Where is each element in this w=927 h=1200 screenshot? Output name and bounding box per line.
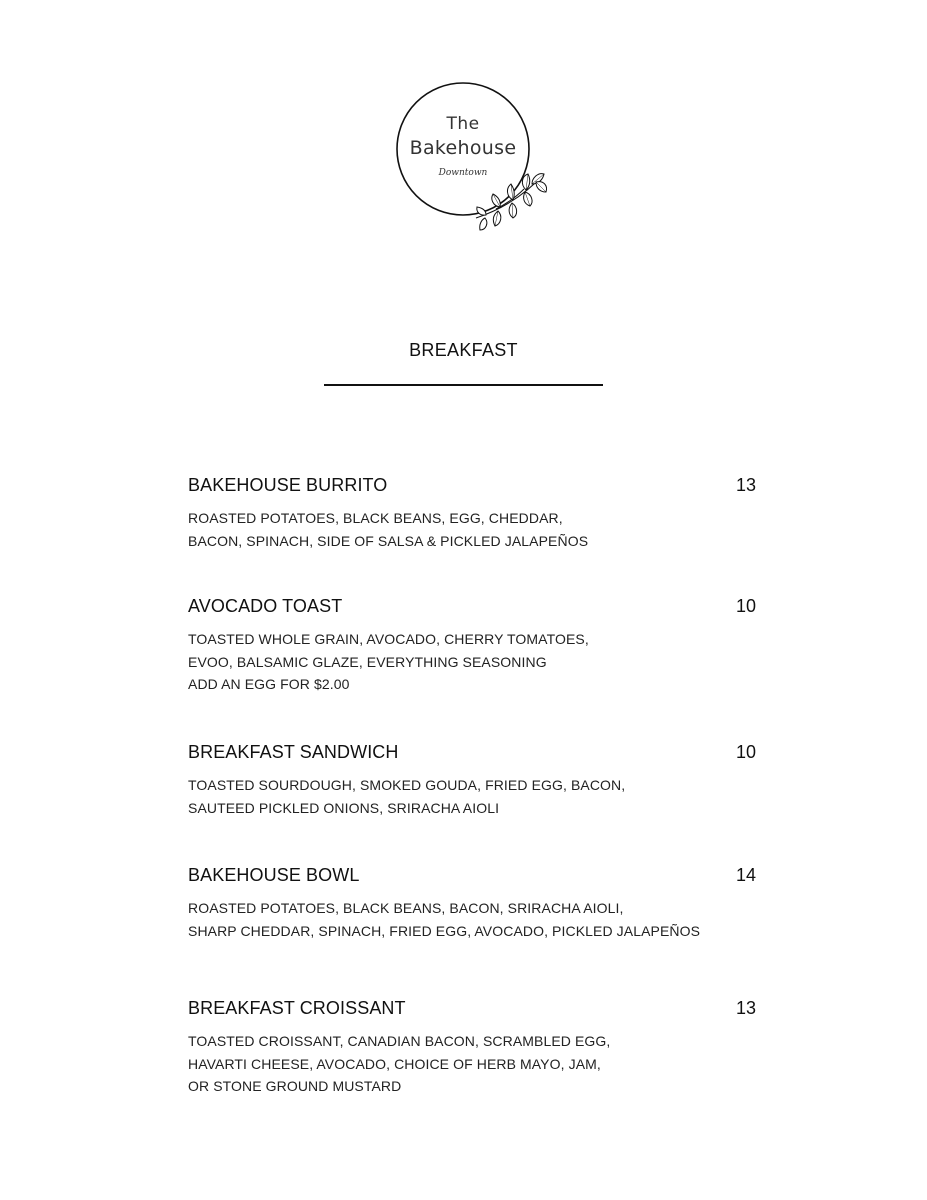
logo-the-text: The xyxy=(446,114,480,134)
menu-item-description xyxy=(188,628,758,696)
description-line: ROASTED POTATOES, BLACK BEANS, BACON, SRIRACHA AIOLI, xyxy=(188,900,624,916)
menu-item-price: 13 xyxy=(735,475,756,495)
bakehouse-logo xyxy=(392,78,552,238)
menu-item xyxy=(188,741,758,819)
menu-item-name: BREAKFAST SANDWICH xyxy=(188,742,399,762)
menu-item xyxy=(188,595,758,696)
description-line: ADD AN EGG FOR $2.00 xyxy=(188,676,350,692)
menu-item xyxy=(188,864,758,942)
section-divider xyxy=(324,384,603,386)
menu-item-description xyxy=(188,897,758,942)
description-line: TOASTED CROISSANT, CANADIAN BACON, SCRAMBLED EGG, xyxy=(188,1033,611,1049)
menu-item-price: 10 xyxy=(735,742,756,762)
description-line: HAVARTI CHEESE, AVOCADO, CHOICE OF HERB MAYO, JAM, xyxy=(188,1055,601,1072)
menu-item-name: BREAKFAST CROISSANT xyxy=(188,998,406,1018)
menu-item-price: 14 xyxy=(735,865,756,885)
logo-downtown-text: Downtown xyxy=(438,168,488,178)
description-line: BACON, SPINACH, SIDE OF SALSA & PICKLED JALAPEÑOS xyxy=(188,532,589,549)
menu-item-description xyxy=(188,507,758,552)
menu-item-name: AVOCADO TOAST xyxy=(188,596,343,616)
logo-bakehouse-text: Bakehouse xyxy=(409,137,517,159)
menu-item-price: 10 xyxy=(735,596,756,616)
description-line: SAUTEED PICKLED ONIONS, SRIRACHA AIOLI xyxy=(188,799,500,816)
description-line: EVOO, BALSAMIC GLAZE, EVERYTHING SEASONING xyxy=(188,653,547,670)
menu-item-name: BAKEHOUSE BOWL xyxy=(188,865,360,885)
menu-item-name: BAKEHOUSE BURRITO xyxy=(188,475,388,495)
description-line: ROASTED POTATOES, BLACK BEANS, EGG, CHEDDAR, xyxy=(188,510,563,526)
description-line: SHARP CHEDDAR, SPINACH, FRIED EGG, AVOCADO, PICKLED JALAPEÑOS xyxy=(188,922,701,939)
description-line: TOASTED WHOLE GRAIN, AVOCADO, CHERRY TOMATOES, xyxy=(188,631,589,647)
menu-item-description xyxy=(188,774,758,819)
menu-item-description xyxy=(188,1030,758,1098)
menu-item-price: 13 xyxy=(735,998,756,1018)
description-line: OR STONE GROUND MUSTARD xyxy=(188,1078,402,1094)
menu-item xyxy=(188,474,758,552)
menu-item xyxy=(188,997,758,1098)
description-line: TOASTED SOURDOUGH, SMOKED GOUDA, FRIED EGG, BACON, xyxy=(188,777,626,793)
section-title: BREAKFAST xyxy=(409,340,518,360)
